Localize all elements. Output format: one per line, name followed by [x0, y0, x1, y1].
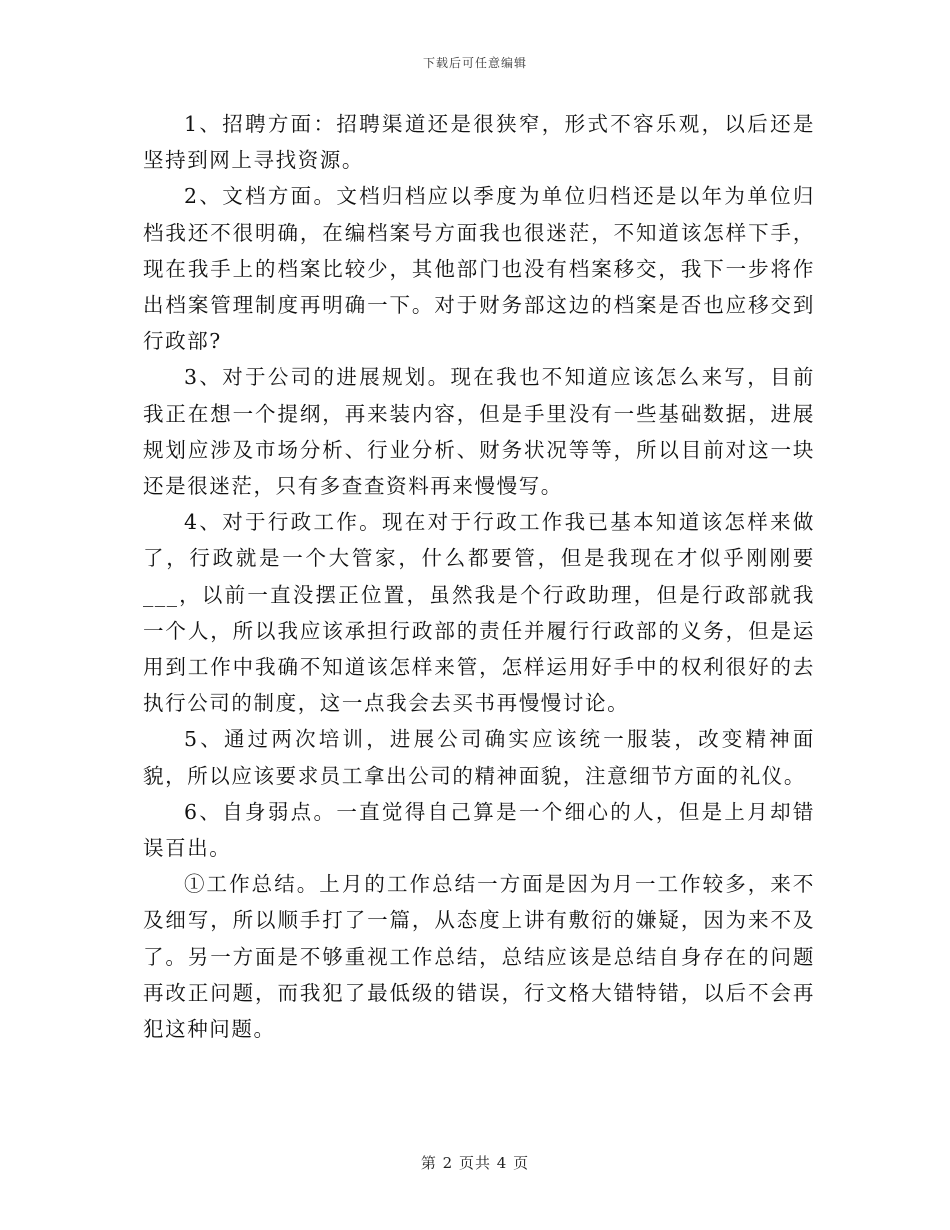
paragraph-weakness: 6、自身弱点。一直觉得自己算是一个细心的人，但是上月却错误百出。 — [143, 799, 815, 861]
paragraph-development-plan: 3、对于公司的进展规划。现在我也不知道应该怎么来写，目前我正在想一个提纲，再来装内容，但是手里没有一些基础数据，进展规划应涉及市场分析、行业分析、财务状况等等，所以目前对这一块还是很迷茫，只有多查查资料再来慢慢写。 — [143, 365, 815, 499]
paragraph-administration: 4、对于行政工作。现在对于行政工作我已基本知道该怎样来做了，行政就是一个大管家，什么都要管，但是我现在才似乎刚刚要___，以前一直没摆正位置，虽然我是个行政助理，但是行政部就我一个人，所以我应该承担行政部的责任并履行行政部的义务，但是运用到工作中我确不知道该怎样来管，怎样运用好手中的权利很好的去执行公司的制度，这一点我会去买书再慢慢讨论。 — [143, 510, 815, 716]
paragraph-work-summary: ①工作总结。上月的工作总结一方面是因为月一工作较多，来不及细写，所以顺手打了一篇，从态度上讲有敷衍的嫌疑，因为来不及了。另一方面是不够重视工作总结，总结应该是总结自身存在的问题再改正问题，而我犯了最低级的错误，行文格大错特错，以后不会再犯这种问题。 — [143, 872, 815, 1042]
paragraph-documents: 2、文档方面。文档归档应以季度为单位归档还是以年为单位归档我还不很明确，在编档案号方面我也很迷茫，不知道该怎样下手，现在我手上的档案比较少，其他部门也没有档案移交，我下一步将作出档案管理制度再明确一下。对于财务部这边的档案是否也应移交到行政部? — [143, 184, 815, 354]
document-body — [143, 106, 815, 1047]
paragraph-recruitment: 1、招聘方面：招聘渠道还是很狭窄，形式不容乐观，以后还是坚持到网上寻找资源。 — [143, 112, 815, 173]
paragraph-training: 5、通过两次培训，进展公司确实应该统一服装，改变精神面貌，所以应该要求员工拿出公司的精神面貌，注意细节方面的礼仪。 — [143, 727, 815, 788]
page-header: 下载后可任意编辑 — [422, 56, 527, 70]
page-number: 第 2 页共 4 页 — [420, 1154, 530, 1172]
